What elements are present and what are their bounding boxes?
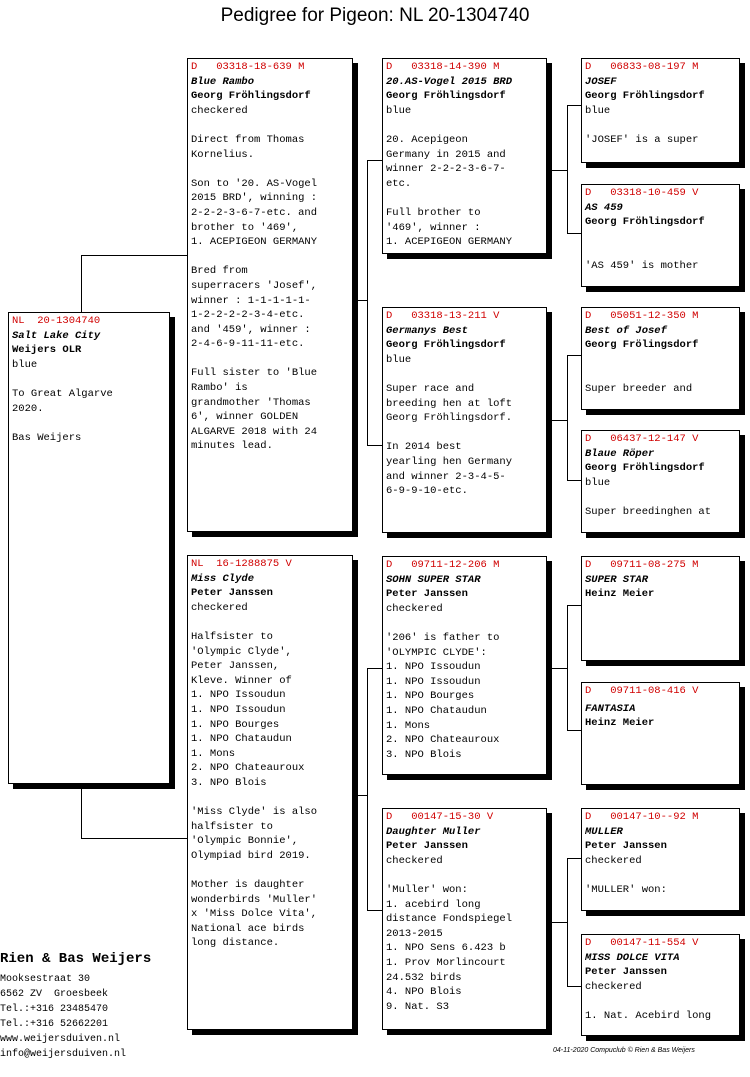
pigeon-name: Blue Rambo: [191, 75, 255, 88]
connector: [81, 255, 82, 312]
pigeon-color: checkered: [386, 854, 443, 867]
pigeon-card-sire-sire-dam: [581, 184, 740, 287]
ring-number: D 09711-08-275 M: [585, 559, 699, 571]
connector: [567, 480, 581, 481]
pigeon-notes: Halfsister to 'Olympic Clyde', Peter Janssen, Kleve. Winner of 1. NPO Issoudun 1. NPO Issoudun 1. NPO Bourges 1. NPO Chataudun 1. Mons 2. NPO Chateauroux 3. NPO Blois 'Miss Clyde' is also halfsister to 'Olympic Bonnie', Olympiad bird 2019. Mother is daughter wonderbirds 'Muller' x 'Miss Dolce Vita', National ace birds long distance.: [191, 630, 318, 950]
connector: [547, 668, 567, 669]
ring-number: D 03318-14-390 M: [386, 61, 500, 73]
pigeon-notes: To Great Algarve 2020. Bas Weijers: [12, 387, 113, 444]
pigeon-name: Blaue Röper: [585, 447, 655, 460]
owner-name: Peter Janssen: [386, 588, 468, 601]
pigeon-card-sire-dam: [382, 307, 547, 533]
pigeon-card-dam-dam-sire: [581, 808, 740, 911]
owner-name: Georg Frölingsdorf: [585, 339, 699, 352]
ring-number: D 00147-11-554 V: [585, 937, 699, 949]
connector: [367, 668, 382, 669]
pigeon-notes: Super breedinghen at: [585, 505, 712, 518]
connector: [567, 355, 581, 356]
connector: [367, 160, 382, 161]
connector: [567, 730, 581, 731]
pigeon-notes: 'Muller' won: 1. acebird long distance Fondspiegel 2013-2015 1. NPO Sens 6.423 b 1. Prov Morlincourt 24.532 birds 4. NPO Blois 9. Nat. S3: [386, 883, 513, 1013]
pigeon-card-dam-sire: [382, 556, 547, 775]
connector: [567, 605, 568, 730]
owner-name: Georg Fröhlingsdorf: [386, 339, 506, 352]
pigeon-name: Germanys Best: [386, 324, 468, 337]
pigeon-notes: 'JOSEF' is a super: [585, 133, 699, 146]
connector: [367, 160, 368, 445]
pigeon-name: 20.AS-Vogel 2015 BRD: [386, 75, 513, 88]
pigeon-color: blue: [585, 476, 611, 489]
pigeon-name: MULLER: [585, 825, 623, 838]
pigeon-card-sire: [187, 58, 353, 532]
connector: [567, 986, 581, 987]
pigeon-color: blue: [386, 353, 412, 366]
owner-name: Peter Janssen: [585, 966, 667, 979]
pigeon-color: [585, 230, 739, 245]
pigeon-color: blue: [585, 104, 611, 117]
connector: [367, 910, 382, 911]
ring-number: D 06437-12-147 V: [585, 433, 699, 445]
ring-number: D 00147-10--92 M: [585, 811, 699, 823]
pigeon-color: blue: [386, 104, 412, 117]
connector: [547, 170, 567, 171]
pigeon-card-main: [8, 312, 170, 784]
pigeon-card-dam-dam-dam: [581, 934, 740, 1036]
pigeon-name: Miss Clyde: [191, 572, 255, 585]
connector: [567, 105, 568, 233]
connector: [567, 605, 581, 606]
owner-name: Georg Fröhlingsdorf: [585, 462, 705, 475]
pigeon-card-sire-sire: [382, 58, 547, 254]
ring-number: D 03318-10-459 V: [585, 187, 699, 199]
pigeon-color: checkered: [585, 980, 642, 993]
ring-number: D 05051-12-350 M: [585, 310, 699, 322]
loft-address: Mooksestraat 30 6562 ZV Groesbeek Tel.:+316 23485470 Tel.:+316 52662201 www.weijersduiven.nl info@weijersduiven.nl: [0, 974, 127, 1060]
pigeon-color: blue: [12, 358, 38, 371]
connector: [81, 784, 82, 838]
owner-name: Peter Janssen: [585, 840, 667, 853]
pigeon-card-dam-sire-sire: [581, 556, 740, 661]
pigeon-name: AS 459: [585, 201, 623, 214]
pigeon-notes: 'MULLER' won:: [585, 883, 667, 896]
pigeon-name: SUPER STAR: [585, 573, 649, 586]
pigeon-color: checkered: [191, 601, 248, 614]
pigeon-color: [585, 353, 739, 368]
connector: [567, 858, 581, 859]
connector: [81, 838, 187, 839]
pigeon-name: Daughter Muller: [386, 825, 481, 838]
pigeon-card-sire-dam-dam: [581, 430, 740, 533]
connector: [367, 445, 382, 446]
pigeon-color: checkered: [585, 854, 642, 867]
owner-name: Heinz Meier: [585, 588, 655, 601]
ring-number: D 09711-12-206 M: [386, 559, 500, 571]
pigeon-name: SOHN SUPER STAR: [386, 573, 481, 586]
owner-name: Peter Janssen: [386, 840, 468, 853]
pigeon-card-sire-dam-sire: [581, 307, 740, 410]
ring-number: D 06833-08-197 M: [585, 61, 699, 73]
ring-number: D 00147-15-30 V: [386, 811, 494, 823]
pigeon-notes: 'AS 459' is mother: [585, 259, 699, 272]
pigeon-card-sire-sire-sire: [581, 58, 740, 163]
owner-name: Georg Fröhlingsdorf: [386, 90, 506, 103]
pigeon-name: FANTASIA: [585, 702, 636, 715]
ring-number: NL 16-1288875 V: [191, 558, 292, 570]
loft-name: Rien & Bas Weijers: [0, 951, 152, 967]
print-stamp: 04-11-2020 Compuclub © Rien & Bas Weijers: [553, 1047, 695, 1054]
connector: [367, 668, 368, 910]
connector: [567, 233, 581, 234]
pigeon-card-dam: [187, 555, 353, 1030]
owner-name: Heinz Meier: [585, 717, 655, 730]
owner-name: Weijers OLR: [12, 344, 82, 357]
pigeon-notes: 1. Nat. Acebird long: [585, 1009, 712, 1022]
pigeon-notes: Super race and breeding hen at loft Georg Fröhlingsdorf. In 2014 best yearling hen Germany and winner 2-3-4-5- 6-9-9-10-etc.: [386, 382, 513, 498]
connector: [547, 420, 567, 421]
owner-name: Georg Fröhlingsdorf: [191, 90, 311, 103]
connector: [567, 355, 568, 480]
owner-name: Georg Fröhlingsdorf: [585, 216, 705, 229]
ring-number: D 03318-13-211 V: [386, 310, 500, 322]
pigeon-name: JOSEF: [585, 75, 617, 88]
pigeon-notes: Direct from Thomas Kornelius. Son to '20. AS-Vogel 2015 BRD', winning : 2-2-2-3-6-7-etc. and brother to '469', 1. ACEPIGEON GERMANY Bred from superracers 'Josef', winner : 1-1-1-1-1- 1-2-2-2-2-3-4-etc. and '459', winner : 2-4-6-9-11-11-etc. Full sister to 'Blue Rambo' is grandmother 'Thomas 6', winner GOLDEN ALGARVE 2018 with 24 minutes lead.: [191, 133, 318, 453]
ring-number: NL 20-1304740: [12, 315, 101, 327]
pigeon-color: checkered: [386, 602, 443, 615]
connector: [353, 795, 367, 796]
ring-number: D 09711-08-416 V: [585, 685, 699, 697]
connector: [567, 105, 581, 106]
page-title: Pedigree for Pigeon: NL 20-1304740: [220, 5, 530, 26]
owner-name: Peter Janssen: [191, 587, 273, 600]
pigeon-notes: 20. Acepigeon Germany in 2015 and winner 2-2-2-3-6-7- etc. Full brother to '469', winner : 1. ACEPIGEON GERMANY: [386, 133, 513, 249]
pigeon-notes: Super breeder and: [585, 382, 693, 395]
owner-name: Georg Fröhlingsdorf: [585, 90, 705, 103]
pigeon-name: MISS DOLCE VITA: [585, 951, 680, 964]
connector: [547, 922, 567, 923]
pigeon-card-dam-sire-dam: [581, 682, 740, 785]
pigeon-name: Best of Josef: [585, 324, 667, 337]
pigeon-color: checkered: [191, 104, 248, 117]
connector: [353, 300, 367, 301]
pigeon-card-dam-dam: [382, 808, 547, 1030]
pigeon-notes: '206' is father to 'OLYMPIC CLYDE': 1. NPO Issoudun 1. NPO Issoudun 1. NPO Bourges 1. NPO Chataudun 1. Mons 2. NPO Chateauroux 3. NPO Blois: [386, 631, 500, 761]
connector: [81, 255, 187, 256]
pigeon-name: Salt Lake City: [12, 329, 101, 342]
connector: [567, 858, 568, 986]
ring-number: D 03318-18-639 M: [191, 61, 305, 73]
